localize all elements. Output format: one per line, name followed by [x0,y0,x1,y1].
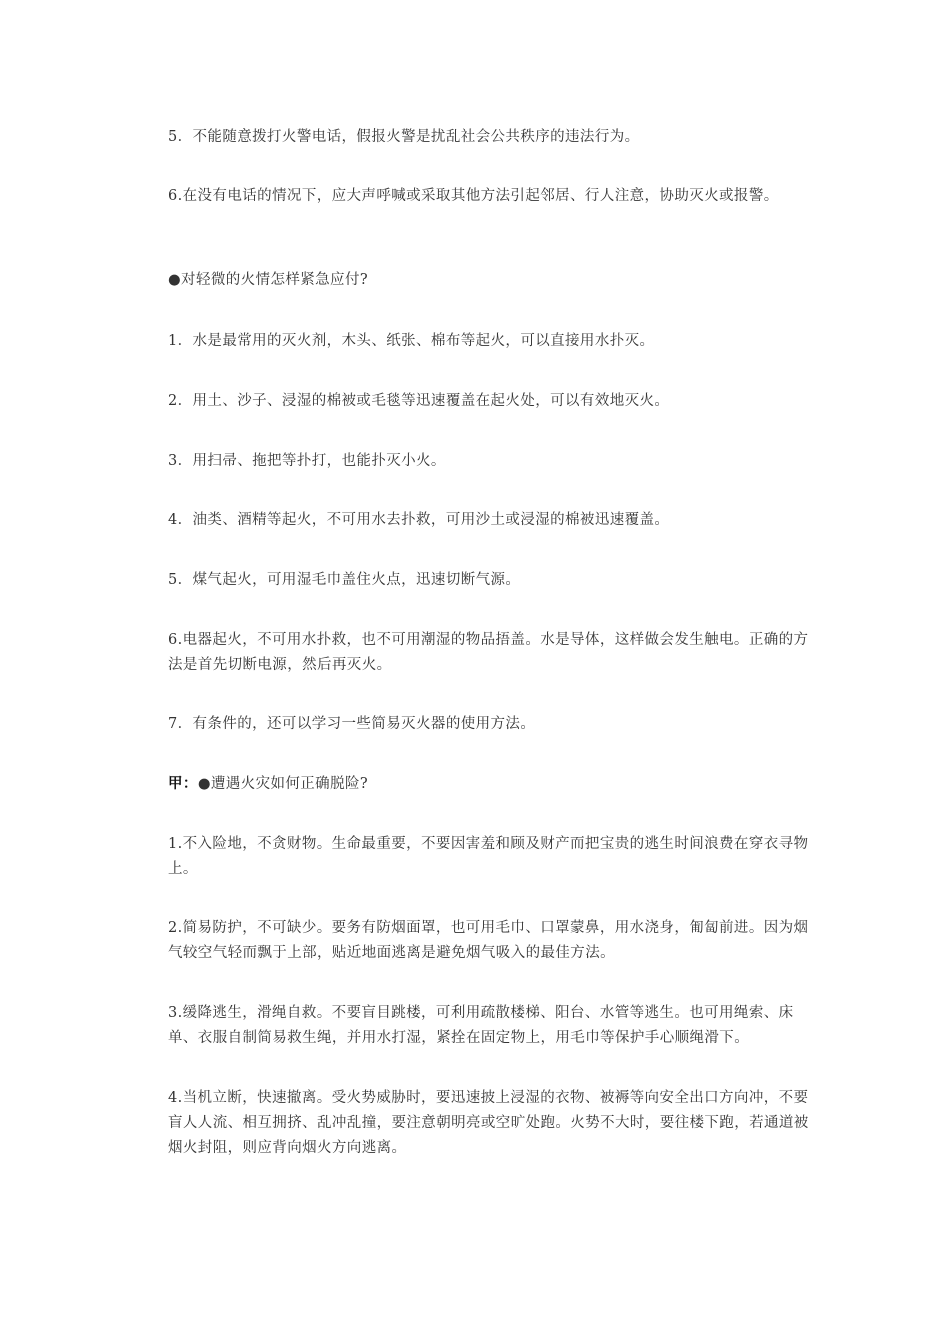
paragraph-escape-2: 2.简易防护，不可缺少。要务有防烟面罩，也可用毛巾、口罩蒙鼻，用水浇身，匍匐前进。因为烟气较空气轻而飘于上部，贴近地面逃离是避免烟气吸入的最佳方法。 [168,920,809,961]
paragraph-minor-fire-7: 7．有条件的，还可以学习一些简易灭火器的使用方法。 [168,716,536,732]
paragraph-escape-1: 1.不入险地，不贪财物。生命最重要，不要因害羞和顾及财产而把宝贵的逃生时间浪费在穿衣寻物上。 [168,836,809,877]
paragraph-no-phone: 6.在没有电话的情况下，应大声呼喊或采取其他方法引起邻居、行人注意，协助灭火或报警。 [168,188,779,204]
paragraph-minor-fire-4: 4．油类、酒精等起火，不可用水去扑救，可用沙土或浸湿的棉被迅速覆盖。 [168,512,670,528]
heading-escape-text: ●遭遇火灾如何正确脱险? [197,776,369,792]
paragraph-minor-fire-1: 1．水是最常用的灭火剂，木头、纸张、棉布等起火，可以直接用水扑灭。 [168,333,655,349]
paragraph-false-alarm: 5．不能随意拨打火警电话，假报火警是扰乱社会公共秩序的违法行为。 [168,129,640,145]
paragraph-minor-fire-6: 6.电器起火，不可用水扑救，也不可用潮湿的物品捂盖。水是导体，这样做会发生触电。正确的方法是首先切断电源，然后再灭火。 [168,632,809,673]
paragraph-minor-fire-2: 2．用土、沙子、浸湿的棉被或毛毯等迅速覆盖在起火处，可以有效地灭火。 [168,393,670,409]
heading-escape-prefix: 甲： [168,776,198,792]
heading-minor-fire: ●对轻微的火情怎样紧急应付? [168,272,369,288]
paragraph-minor-fire-5: 5．煤气起火，可用湿毛巾盖住火点，迅速切断气源。 [168,572,521,588]
heading-escape [168,772,813,797]
paragraph-escape-4: 4.当机立断，快速撤离。受火势威胁时，要迅速披上浸湿的衣物、被褥等向安全出口方向冲，不要盲人人流、相互拥挤、乱冲乱撞，要注意朝明亮或空旷处跑。火势不大时，要往楼下跑，若通道被烟火封阻，则应背向烟火方向逃离。 [168,1090,809,1156]
paragraph-escape-3: 3.缓降逃生，滑绳自救。不要盲目跳楼，可利用疏散楼梯、阳台、水管等逃生。也可用绳索、床单、衣服自制简易救生绳，并用水打湿，紧拴在固定物上，用毛巾等保护手心顺绳滑下。 [168,1005,794,1046]
paragraph-minor-fire-3: 3．用扫帚、拖把等扑打，也能扑灭小火。 [168,453,446,469]
